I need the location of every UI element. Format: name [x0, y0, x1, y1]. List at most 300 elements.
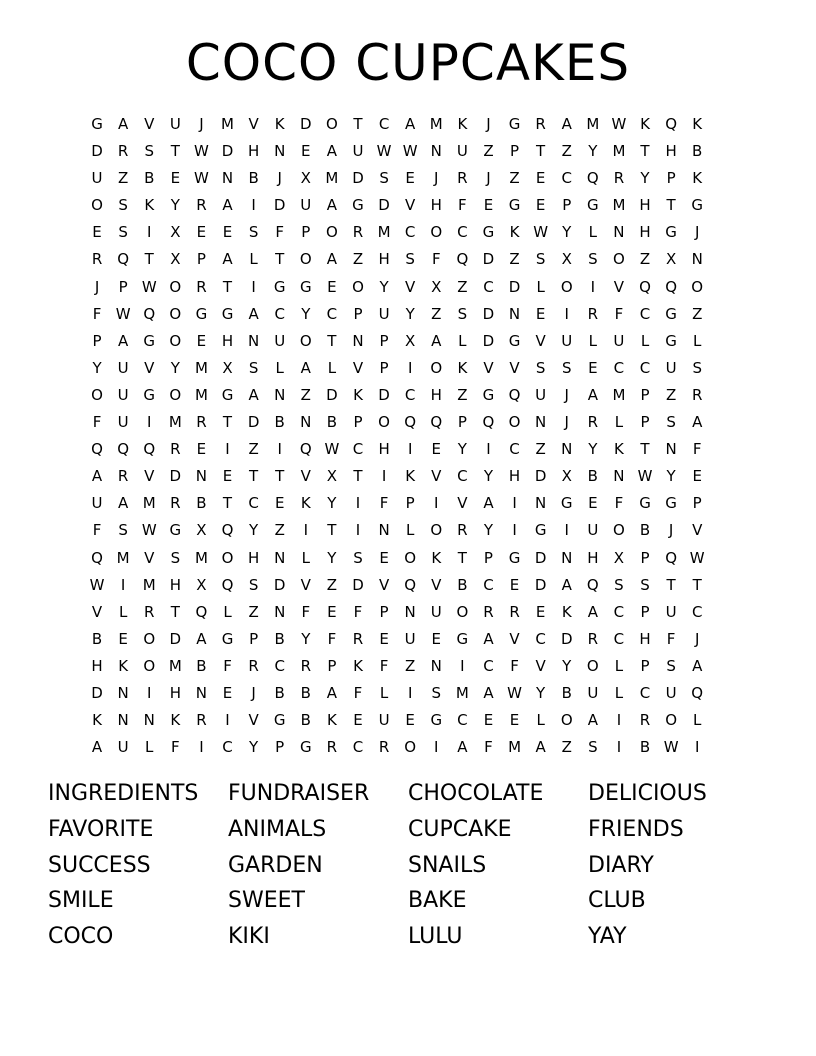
grid-letter: A: [196, 629, 207, 648]
grid-letter: R: [587, 304, 599, 323]
grid-letter: T: [327, 331, 337, 350]
grid-letter: A: [561, 115, 572, 133]
grid-letter: X: [561, 467, 572, 486]
grid-letter: G: [665, 331, 677, 350]
grid-letter: T: [275, 250, 285, 269]
grid-letter: E: [196, 223, 207, 242]
grid-letter: Y: [249, 738, 259, 757]
grid-letter: W: [637, 467, 653, 486]
grid-letter: C: [274, 656, 285, 675]
word-bank-item: FAVORITE: [48, 816, 154, 842]
grid-letter: W: [689, 548, 705, 567]
grid-letter: R: [483, 602, 494, 621]
grid-letter: N: [274, 142, 286, 161]
letter-grid: [84, 111, 736, 761]
grid-letter: Y: [249, 521, 259, 540]
grid-letter: T: [536, 142, 546, 161]
grid-letter: O: [378, 413, 390, 432]
grid-letter: Y: [301, 629, 311, 648]
grid-row: [84, 274, 736, 301]
grid-row: [84, 707, 736, 734]
grid-letter: A: [118, 494, 129, 513]
grid-letter: C: [248, 494, 259, 513]
grid-letter: U: [456, 142, 468, 161]
grid-letter: Z: [326, 575, 338, 594]
grid-letter: I: [251, 196, 256, 215]
grid-letter: X: [170, 223, 181, 242]
grid-letter: E: [327, 277, 337, 296]
grid-letter: Q: [482, 413, 495, 432]
grid-letter: O: [456, 602, 469, 621]
grid-letter: N: [508, 304, 521, 323]
grid-letter: E: [222, 683, 233, 702]
grid-letter: Q: [665, 277, 678, 296]
word-bank-item: SMILE: [48, 888, 114, 914]
grid-letter: W: [402, 142, 418, 161]
grid-letter: A: [405, 115, 416, 133]
grid-letter: A: [431, 331, 442, 350]
grid-letter: S: [561, 358, 572, 377]
grid-letter: X: [405, 331, 416, 350]
grid-letter: Z: [248, 602, 259, 621]
grid-letter: E: [535, 602, 546, 621]
grid-letter: L: [249, 250, 258, 269]
grid-letter: A: [300, 358, 311, 377]
grid-letter: N: [274, 602, 286, 621]
grid-letter: Q: [665, 548, 678, 567]
grid-letter: P: [249, 629, 259, 648]
grid-letter: F: [275, 223, 285, 242]
grid-letter: G: [665, 304, 677, 323]
grid-letter: I: [225, 711, 230, 730]
grid-letter: G: [508, 196, 521, 215]
grid-letter: Q: [508, 385, 521, 404]
grid-letter: X: [431, 277, 442, 296]
grid-letter: N: [117, 711, 129, 730]
grid-letter: A: [248, 304, 259, 323]
grid-letter: I: [434, 738, 439, 757]
grid-letter: J: [251, 683, 256, 702]
grid-letter: F: [327, 629, 337, 648]
grid-letter: M: [142, 575, 156, 594]
grid-letter: U: [117, 385, 129, 404]
grid-letter: Z: [561, 142, 572, 161]
grid-letter: S: [248, 575, 259, 594]
grid-letter: Q: [404, 413, 417, 432]
grid-letter: Y: [483, 521, 494, 540]
grid-letter: R: [639, 711, 651, 730]
grid-letter: J: [694, 223, 700, 242]
grid-letter: A: [561, 575, 572, 594]
grid-letter: C: [483, 656, 494, 675]
grid-letter: L: [614, 413, 624, 432]
grid-letter: Y: [379, 277, 389, 296]
grid-letter: R: [352, 629, 364, 648]
grid-letter: U: [117, 413, 129, 432]
grid-letter: F: [510, 656, 519, 675]
grid-letter: P: [379, 602, 389, 621]
grid-letter: J: [694, 629, 700, 648]
grid-letter: E: [118, 629, 128, 648]
grid-letter: N: [247, 331, 260, 350]
grid-letter: X: [196, 575, 207, 594]
grid-letter: D: [482, 250, 495, 269]
grid-letter: G: [143, 385, 156, 404]
grid-letter: G: [639, 494, 651, 513]
word-bank-item: DIARY: [588, 852, 654, 878]
grid-letter: A: [222, 250, 233, 269]
grid-letter: T: [222, 494, 233, 513]
grid-letter: A: [326, 142, 338, 161]
grid-letter: C: [326, 304, 338, 323]
grid-letter: Y: [483, 467, 494, 486]
grid-row: [84, 382, 736, 409]
grid-letter: V: [405, 196, 416, 215]
grid-letter: B: [457, 575, 468, 594]
grid-letter: R: [248, 656, 259, 675]
grid-letter: B: [91, 629, 103, 648]
grid-letter: O: [169, 277, 182, 296]
grid-letter: K: [692, 115, 703, 133]
grid-letter: V: [248, 711, 259, 730]
grid-letter: H: [247, 548, 260, 567]
grid-letter: N: [195, 683, 208, 702]
grid-letter: M: [325, 169, 339, 188]
grid-letter: Y: [457, 440, 467, 459]
grid-letter: O: [143, 629, 156, 648]
grid-letter: C: [639, 304, 651, 323]
grid-letter: D: [534, 548, 547, 567]
grid-letter: V: [535, 331, 546, 350]
grid-letter: D: [273, 575, 286, 594]
grid-letter: A: [535, 738, 546, 757]
grid-letter: W: [611, 115, 627, 133]
grid-letter: G: [273, 277, 286, 296]
grid-letter: O: [430, 358, 443, 377]
grid-letter: I: [616, 738, 622, 757]
grid-letter: F: [92, 304, 102, 323]
grid-letter: S: [588, 250, 598, 269]
grid-letter: Q: [91, 548, 103, 567]
grid-letter: I: [407, 358, 413, 377]
grid-letter: O: [169, 385, 182, 404]
grid-letter: G: [665, 494, 677, 513]
grid-letter: V: [613, 277, 625, 296]
grid-letter: R: [613, 169, 625, 188]
grid-letter: W: [507, 683, 522, 702]
grid-letter: S: [248, 358, 259, 377]
grid-letter: B: [274, 629, 285, 648]
grid-letter: M: [586, 115, 600, 133]
grid-letter: Z: [431, 304, 442, 323]
grid-letter: X: [326, 467, 338, 486]
grid-letter: D: [560, 629, 573, 648]
grid-letter: X: [196, 521, 207, 540]
grid-letter: K: [431, 548, 442, 567]
grid-letter: C: [457, 467, 468, 486]
grid-letter: H: [247, 142, 260, 161]
grid-letter: E: [588, 358, 598, 377]
grid-letter: C: [222, 738, 233, 757]
grid-letter: Z: [248, 440, 259, 459]
grid-letter: S: [170, 548, 181, 567]
grid-letter: K: [692, 169, 703, 188]
grid-letter: F: [379, 656, 389, 675]
grid-letter: C: [639, 683, 651, 702]
grid-letter: A: [483, 629, 494, 648]
grid-letter: J: [668, 521, 674, 540]
word-bank-item: FRIENDS: [588, 816, 684, 842]
grid-row: [84, 219, 736, 246]
word-bank-item: COCO: [48, 924, 114, 950]
grid-letter: G: [456, 629, 469, 648]
grid-letter: S: [666, 656, 676, 675]
grid-letter: N: [274, 548, 286, 567]
grid-row: [84, 192, 736, 219]
grid-letter: D: [273, 196, 286, 215]
grid-letter: O: [404, 548, 417, 567]
grid-letter: E: [535, 169, 546, 188]
grid-letter: S: [379, 169, 389, 188]
grid-letter: Z: [561, 738, 572, 757]
grid-letter: I: [434, 494, 439, 513]
grid-letter: P: [666, 169, 676, 188]
grid-letter: T: [222, 413, 233, 432]
grid-letter: E: [509, 575, 520, 594]
grid-letter: O: [691, 277, 704, 296]
grid-row: [84, 138, 736, 165]
grid-letter: N: [117, 683, 129, 702]
grid-letter: K: [353, 385, 363, 404]
grid-letter: Z: [405, 656, 416, 675]
grid-letter: S: [405, 250, 415, 269]
grid-letter: G: [91, 115, 103, 133]
grid-letter: W: [141, 521, 157, 540]
grid-letter: C: [613, 358, 625, 377]
grid-letter: L: [223, 602, 232, 621]
grid-letter: I: [199, 738, 204, 757]
grid-letter: F: [614, 494, 624, 513]
grid-letter: D: [352, 169, 364, 188]
grid-letter: D: [169, 467, 182, 486]
grid-letter: F: [92, 413, 102, 432]
grid-letter: A: [326, 683, 338, 702]
grid-letter: D: [352, 575, 364, 594]
grid-letter: Y: [640, 169, 650, 188]
grid-letter: E: [92, 223, 102, 242]
grid-letter: S: [614, 575, 624, 594]
grid-letter: V: [91, 602, 103, 621]
grid-letter: S: [118, 521, 128, 540]
grid-letter: E: [222, 467, 233, 486]
grid-letter: F: [692, 440, 702, 459]
grid-letter: I: [407, 440, 413, 459]
grid-letter: H: [169, 575, 181, 594]
grid-letter: U: [430, 602, 442, 621]
grid-letter: C: [352, 738, 364, 757]
grid-letter: Y: [588, 142, 598, 161]
grid-letter: O: [430, 223, 443, 242]
grid-letter: H: [221, 331, 234, 350]
grid-letter: Y: [666, 467, 676, 486]
grid-letter: A: [118, 331, 129, 350]
grid-letter: L: [536, 277, 545, 296]
grid-letter: N: [221, 169, 234, 188]
grid-letter: B: [692, 142, 703, 161]
word-bank-item: INGREDIENTS: [48, 781, 199, 806]
grid-letter: A: [587, 602, 598, 621]
grid-letter: Y: [327, 548, 337, 567]
grid-letter: W: [376, 142, 392, 161]
grid-letter: R: [196, 196, 207, 215]
grid-letter: C: [509, 440, 520, 459]
grid-letter: H: [665, 142, 677, 161]
grid-letter: I: [486, 440, 491, 459]
grid-letter: D: [378, 385, 390, 404]
grid-letter: G: [299, 738, 312, 757]
grid-letter: D: [482, 304, 495, 323]
grid-letter: M: [168, 656, 182, 675]
grid-letter: E: [588, 494, 598, 513]
grid-letter: L: [118, 602, 128, 621]
grid-letter: L: [588, 331, 597, 350]
grid-letter: T: [353, 115, 363, 133]
grid-letter: E: [483, 196, 494, 215]
grid-letter: J: [486, 115, 491, 133]
grid-letter: F: [666, 629, 676, 648]
grid-letter: Y: [92, 358, 102, 377]
grid-letter: H: [639, 629, 651, 648]
grid-letter: P: [405, 494, 415, 513]
grid-letter: S: [640, 575, 650, 594]
grid-letter: B: [300, 683, 311, 702]
grid-letter: G: [352, 196, 364, 215]
grid-letter: A: [457, 738, 468, 757]
grid-letter: Q: [665, 115, 678, 133]
grid-letter: N: [300, 413, 312, 432]
grid-row: [84, 328, 736, 355]
grid-letter: I: [277, 440, 282, 459]
grid-letter: Q: [143, 440, 156, 459]
grid-letter: F: [353, 683, 363, 702]
word-bank-item: CUPCAKE: [408, 816, 512, 842]
grid-letter: V: [405, 277, 416, 296]
grid-letter: M: [194, 548, 208, 567]
word-bank-item: SNAILS: [408, 852, 487, 878]
grid-letter: Y: [170, 196, 180, 215]
grid-letter: K: [274, 115, 285, 133]
grid-letter: O: [143, 656, 156, 675]
grid-letter: U: [169, 115, 181, 133]
grid-letter: P: [692, 494, 702, 513]
grid-letter: T: [640, 440, 650, 459]
grid-letter: D: [534, 575, 547, 594]
grid-letter: C: [274, 304, 285, 323]
grid-letter: V: [431, 467, 442, 486]
word-bank-item: GARDEN: [228, 852, 323, 878]
grid-letter: D: [534, 467, 547, 486]
grid-letter: E: [353, 711, 363, 730]
grid-letter: I: [147, 683, 152, 702]
grid-letter: Q: [430, 413, 443, 432]
grid-letter: Z: [118, 169, 129, 188]
grid-letter: W: [663, 738, 679, 757]
grid-letter: C: [483, 575, 494, 594]
grid-letter: K: [614, 440, 624, 459]
grid-letter: H: [378, 250, 390, 269]
grid-letter: P: [640, 602, 650, 621]
grid-letter: R: [170, 440, 181, 459]
grid-letter: B: [144, 169, 155, 188]
grid-letter: Y: [562, 656, 572, 675]
grid-letter: H: [91, 656, 103, 675]
grid-letter: R: [509, 602, 520, 621]
grid-letter: R: [457, 521, 468, 540]
grid-letter: S: [353, 548, 363, 567]
grid-letter: N: [352, 331, 364, 350]
grid-letter: D: [247, 413, 260, 432]
grid-letter: Y: [327, 494, 337, 513]
grid-letter: O: [665, 711, 678, 730]
grid-letter: P: [196, 250, 206, 269]
grid-letter: W: [141, 277, 157, 296]
grid-letter: P: [562, 196, 572, 215]
grid-letter: I: [407, 683, 413, 702]
grid-letter: M: [455, 683, 469, 702]
grid-letter: T: [327, 521, 337, 540]
grid-letter: V: [431, 575, 442, 594]
grid-letter: V: [483, 358, 494, 377]
grid-letter: G: [508, 331, 521, 350]
grid-letter: T: [353, 467, 363, 486]
grid-letter: K: [457, 358, 468, 377]
grid-letter: M: [612, 385, 626, 404]
grid-letter: J: [277, 169, 282, 188]
grid-letter: V: [144, 115, 155, 133]
grid-letter: L: [405, 521, 415, 540]
grid-letter: T: [640, 142, 650, 161]
grid-letter: P: [483, 548, 493, 567]
grid-letter: J: [199, 115, 204, 133]
grid-letter: E: [405, 711, 415, 730]
grid-row: [84, 680, 736, 707]
grid-letter: R: [587, 413, 599, 432]
grid-letter: V: [352, 358, 364, 377]
grid-letter: N: [561, 440, 573, 459]
grid-letter: N: [378, 521, 390, 540]
grid-letter: E: [431, 629, 441, 648]
grid-letter: Y: [562, 223, 572, 242]
grid-letter: G: [482, 385, 495, 404]
grid-letter: V: [300, 467, 311, 486]
grid-letter: D: [482, 331, 495, 350]
grid-letter: F: [484, 738, 493, 757]
grid-letter: U: [665, 358, 677, 377]
grid-letter: R: [196, 413, 207, 432]
grid-letter: B: [274, 683, 285, 702]
grid-letter: L: [693, 331, 702, 350]
grid-letter: R: [378, 738, 390, 757]
grid-letter: A: [118, 115, 129, 133]
grid-letter: Q: [299, 440, 312, 459]
grid-letter: X: [300, 169, 311, 188]
grid-letter: I: [616, 711, 622, 730]
grid-letter: L: [640, 331, 650, 350]
grid-letter: Y: [405, 304, 415, 323]
grid-letter: Q: [195, 602, 208, 621]
grid-letter: D: [508, 277, 521, 296]
grid-letter: Q: [586, 575, 599, 594]
